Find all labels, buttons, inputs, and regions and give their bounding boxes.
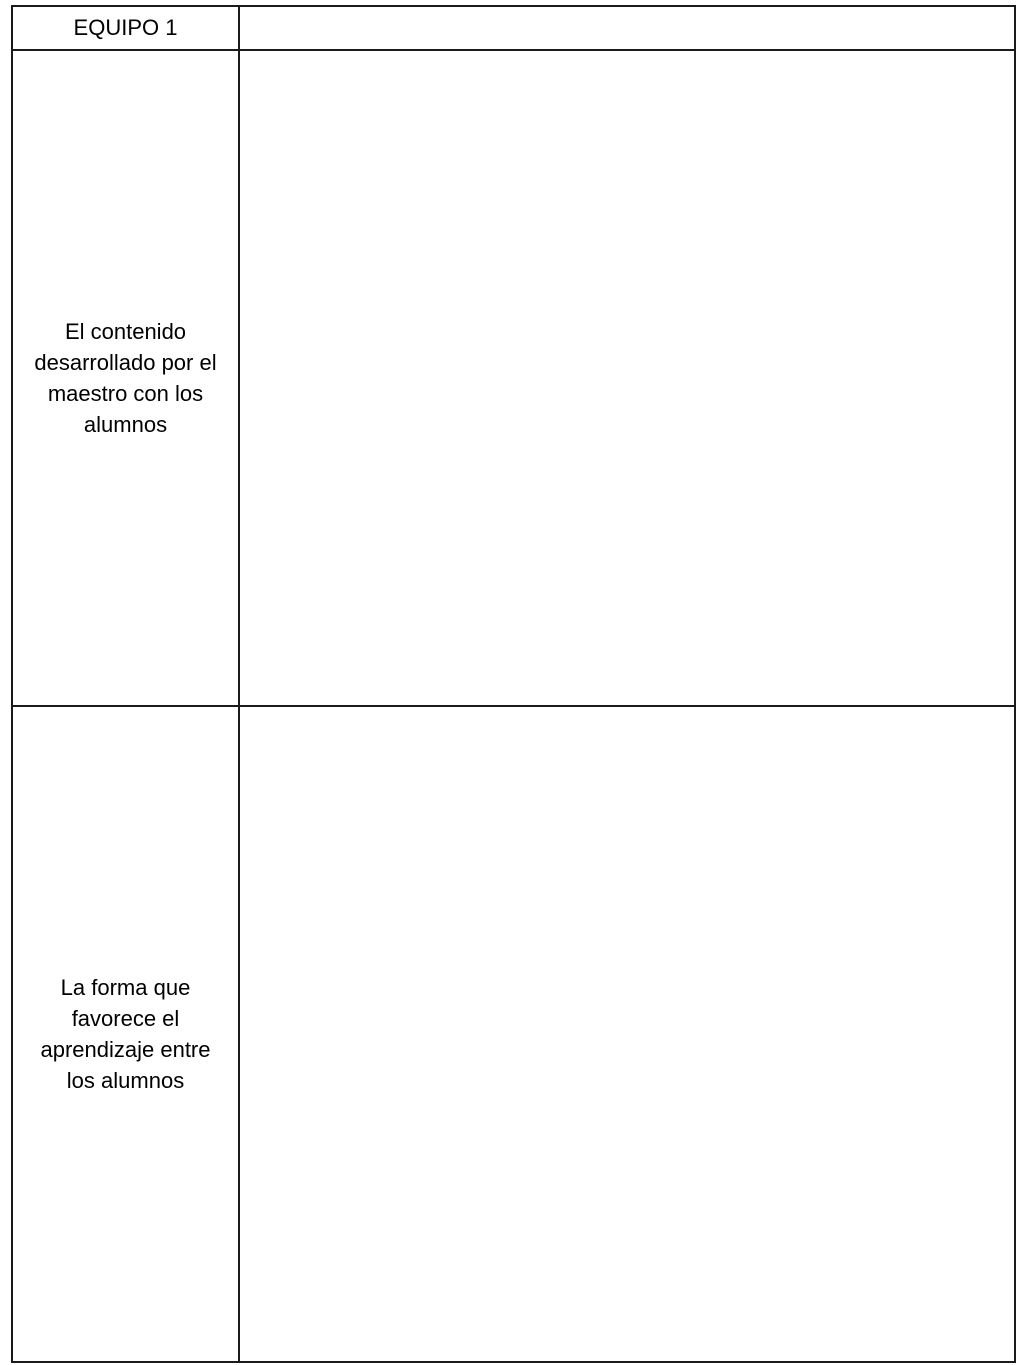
learning-row	[12, 706, 1015, 1362]
worksheet-table	[11, 5, 1016, 1363]
content-label: El contenido desarrollado por el maestro con los alumnos	[34, 319, 217, 437]
content-row	[12, 50, 1015, 706]
header-row	[12, 6, 1015, 50]
learning-label: La forma que favorece el aprendizaje entre los alumnos	[40, 975, 211, 1093]
team-label: EQUIPO 1	[73, 15, 178, 40]
content-label-cell	[12, 50, 239, 706]
learning-answer-cell	[239, 706, 1015, 1362]
learning-label-cell	[12, 706, 239, 1362]
team-content-cell	[239, 6, 1015, 50]
content-answer-cell	[239, 50, 1015, 706]
team-label-cell	[12, 6, 239, 50]
